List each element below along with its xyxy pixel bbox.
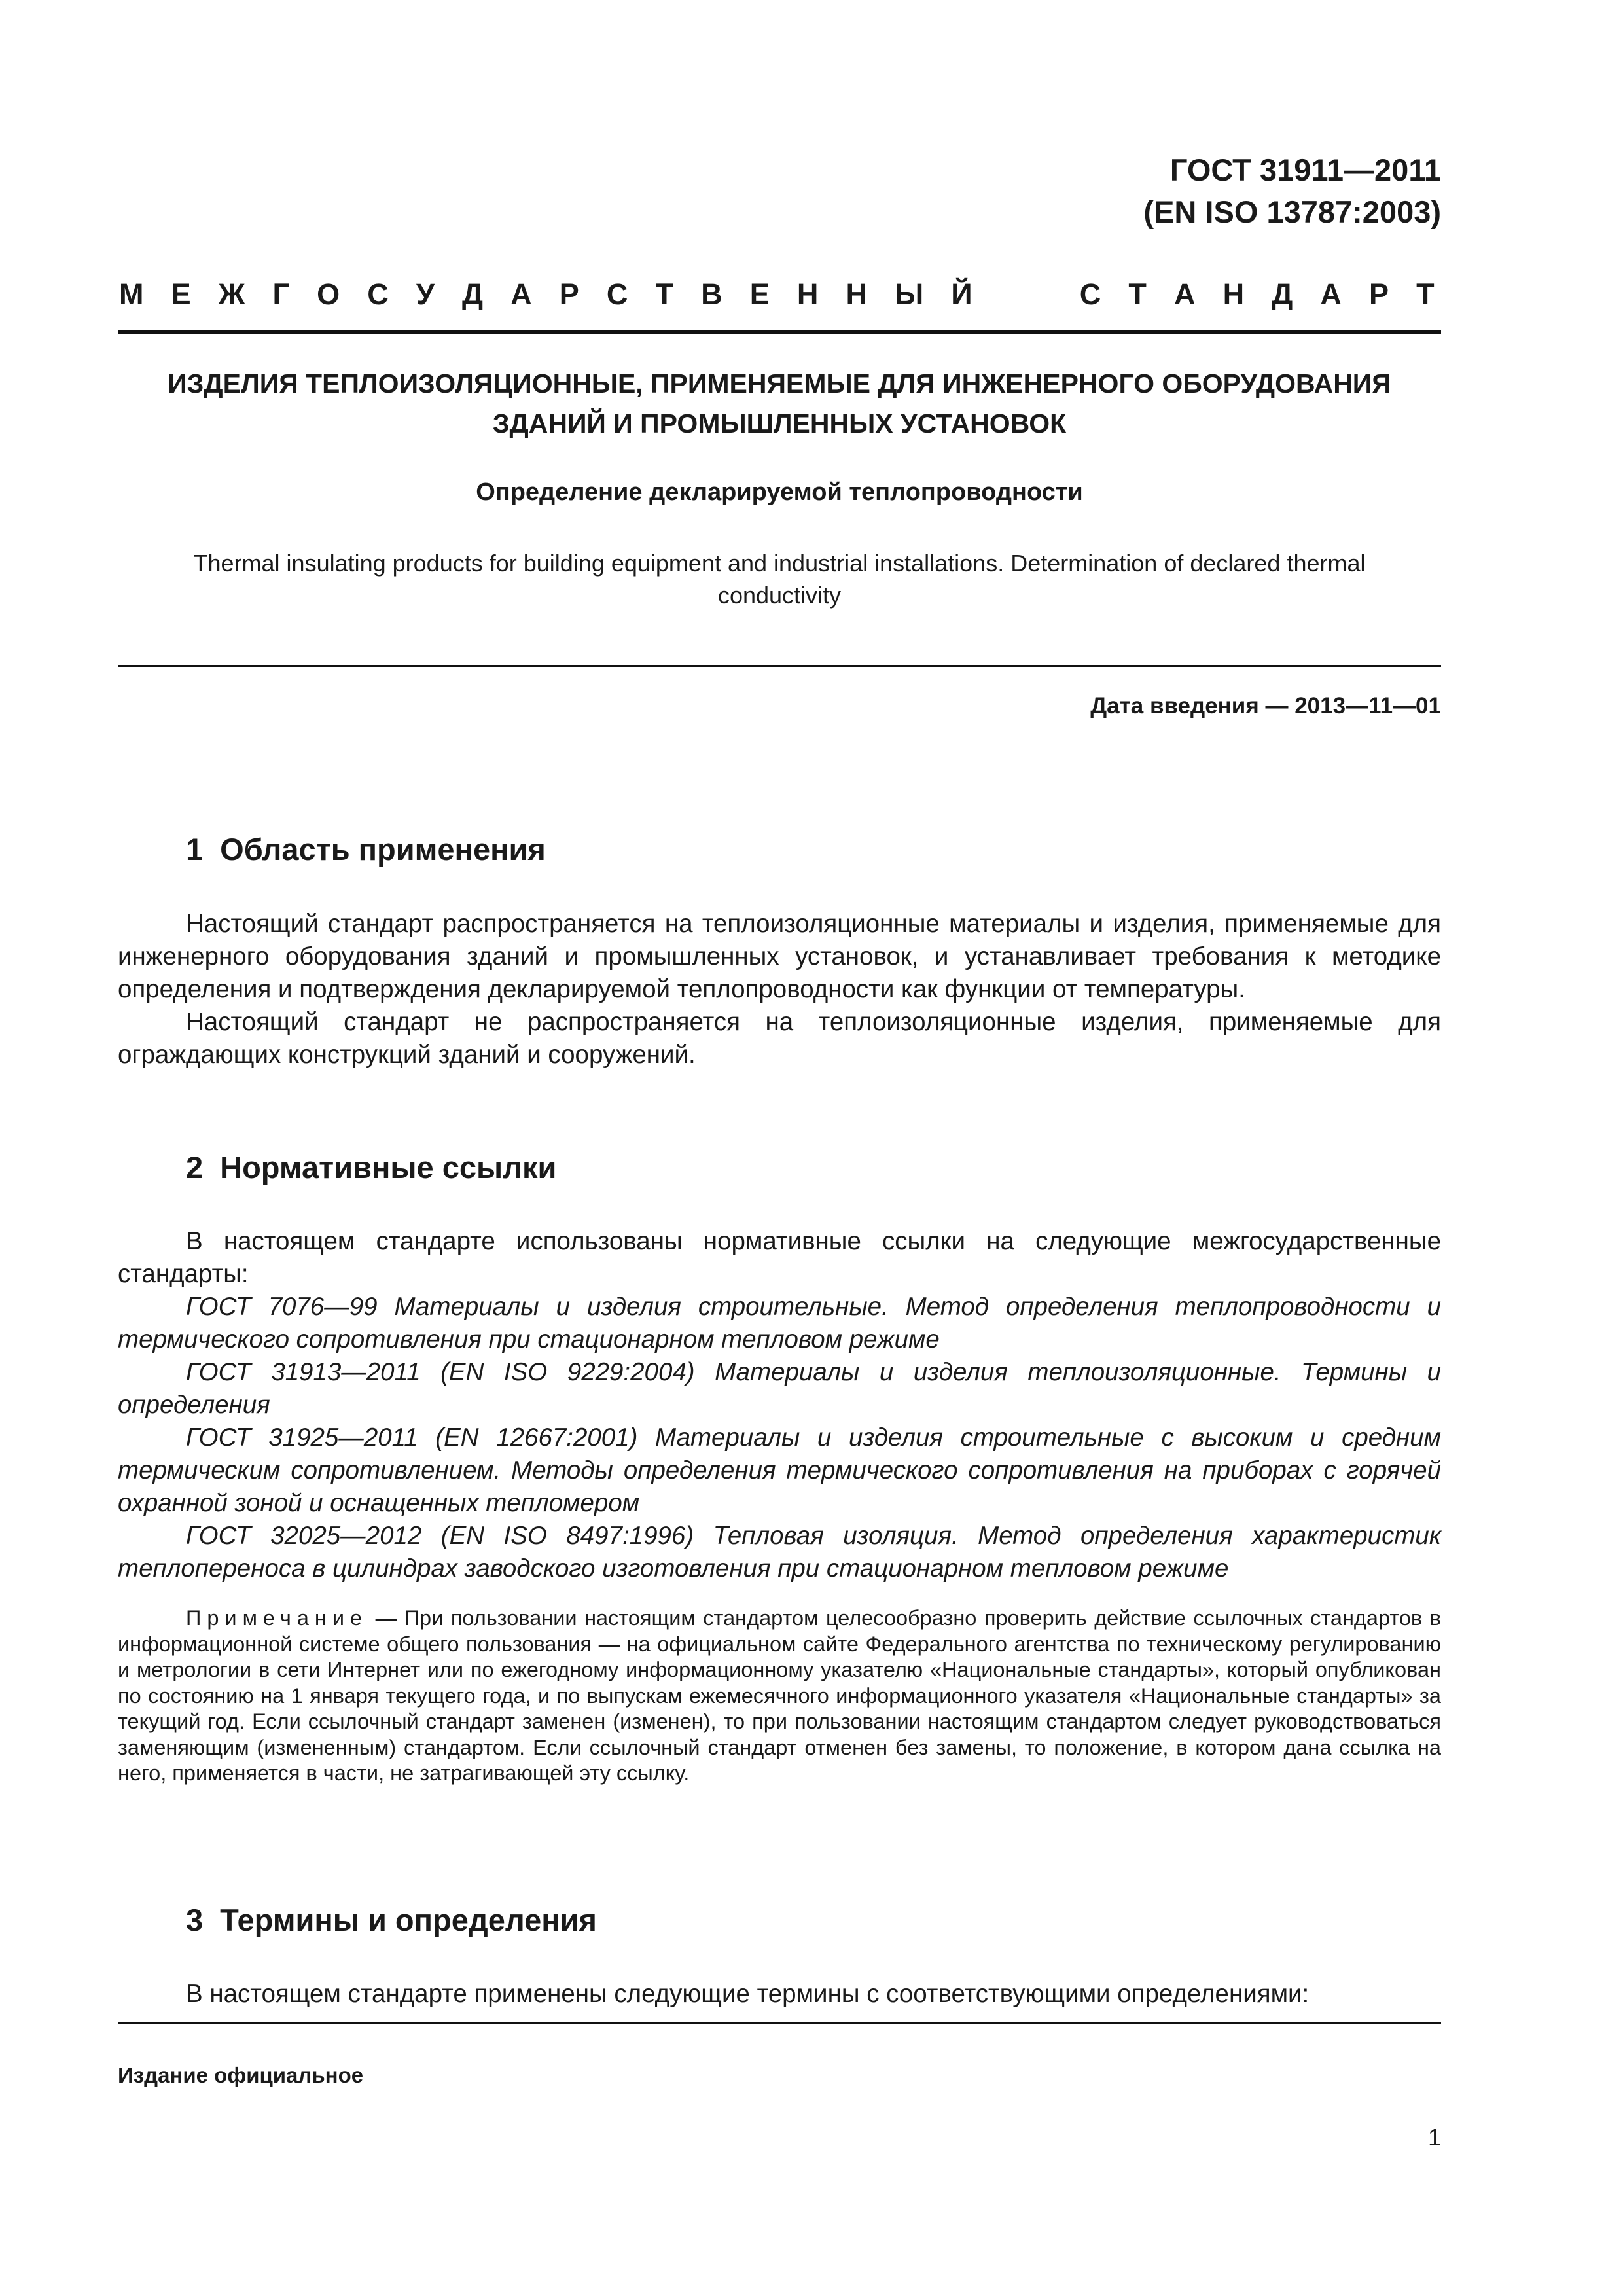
section-2-note	[118, 1605, 1441, 1787]
header-divider	[118, 330, 1441, 334]
section-number: 1	[186, 832, 204, 867]
paragraph: Настоящий стандарт не распространяется на теплоизоляционные изделия, применяемые для ограждающих конструкций зданий и сооружений.	[118, 1008, 1441, 1069]
paragraph: В настоящем стандарте использованы нормативные ссылки на следующие межгосударственные стандарты:	[118, 1227, 1441, 1288]
note-label: Примечание	[186, 1606, 368, 1630]
section-1-heading	[186, 829, 546, 870]
reference-item: ГОСТ 31913—2011 (EN ISO 9229:2004) Материалы и изделия теплоизоляционные. Термины и определения	[118, 1358, 1441, 1419]
section-number: 2	[186, 1150, 204, 1185]
official-edition-label: Издание официальное	[118, 2063, 364, 2087]
paragraph: В настоящем стандарте применены следующие термины с соответствующими определениями:	[186, 1980, 1310, 2008]
section-3-body	[118, 1978, 1441, 2011]
section-title: Нормативные ссылки	[220, 1150, 557, 1185]
interstate-standard-heading: М Е Ж Г О С У Д А Р С Т В Е Н Н Ы Й С Т А Н Д А Р Т	[119, 278, 1435, 311]
note-text: — При пользовании настоящим стандартом целесообразно проверить действие ссылочных стандартов в информационной системе общего пользования — на официальном сайте Федерального агентства по техническому регулированию и метрологии в сети Интернет или по ежегодному информационному указателю «Национальные стандарты», который опубликован по состоянию на 1 января текущего года, и по выпускам ежемесячного информационного указателя «Национальные стандарты» за текущий год. Если ссылочный стандарт заменен (изменен), то при пользовании настоящим стандартом следует руководствоваться заменяющим (измененным) стандартом. Если ссылочный стандарт отменен без замены, то положение, в котором дана ссылка на него, применяется в части, не затрагивающей эту ссылку.	[118, 1606, 1441, 1785]
footer-divider	[118, 2022, 1441, 2024]
document-subtitle: Определение декларируемой теплопроводности	[476, 478, 1083, 506]
document-title: ИЗДЕЛИЯ ТЕПЛОИЗОЛЯЦИОННЫЕ, ПРИМЕНЯЕМЫЕ ДЛЯ ИНЖЕНЕРНОГО ОБОРУДОВАНИЯ ЗДАНИЙ И ПРОМЫШЛЕННЫХ УСТАНОВОК	[168, 368, 1391, 439]
reference-item: ГОСТ 32025—2012 (EN ISO 8497:1996) Тепловая изоляция. Метод определения характеристик теплопереноса в цилиндрах заводского изготовления при стационарном тепловом режиме	[118, 1522, 1441, 1583]
introduction-date: Дата введения — 2013—11—01	[1090, 693, 1441, 719]
title-divider	[118, 665, 1441, 667]
page-number: 1	[1427, 2124, 1441, 2151]
section-2-heading	[186, 1147, 556, 1189]
reference-item: ГОСТ 7076—99 Материалы и изделия строительные. Метод определения теплопроводности и термического сопротивления при стационарном тепловом режиме	[118, 1293, 1441, 1354]
english-title: Thermal insulating products for building equipment and industrial installations. Determination of declared thermal conductivity	[193, 550, 1366, 609]
section-title: Термины и определения	[220, 1903, 597, 1937]
standard-number-block	[1143, 149, 1441, 233]
section-number: 3	[186, 1903, 204, 1937]
section-2-body	[118, 1225, 1441, 1585]
paragraph: Настоящий стандарт распространяется на теплоизоляционные материалы и изделия, применяемые для инженерного оборудования зданий и промышленных установок, и устанавливает требования к методике определения и подтверждения декларируемой теплопроводности как функции от температуры.	[118, 910, 1441, 1003]
section-title: Область применения	[220, 832, 546, 867]
section-1-body	[118, 908, 1441, 1071]
section-3-heading	[186, 1899, 597, 1941]
standard-equivalent: (EN ISO 13787:2003)	[1143, 194, 1441, 229]
reference-item: ГОСТ 31925—2011 (EN 12667:2001) Материалы и изделия строительные с высоким и средним термическим сопротивлением. Методы определения термического сопротивления на приборах с горячей охранной зоной и оснащенных тепломером	[118, 1424, 1441, 1517]
standard-number: ГОСТ 31911—2011	[1169, 152, 1441, 187]
